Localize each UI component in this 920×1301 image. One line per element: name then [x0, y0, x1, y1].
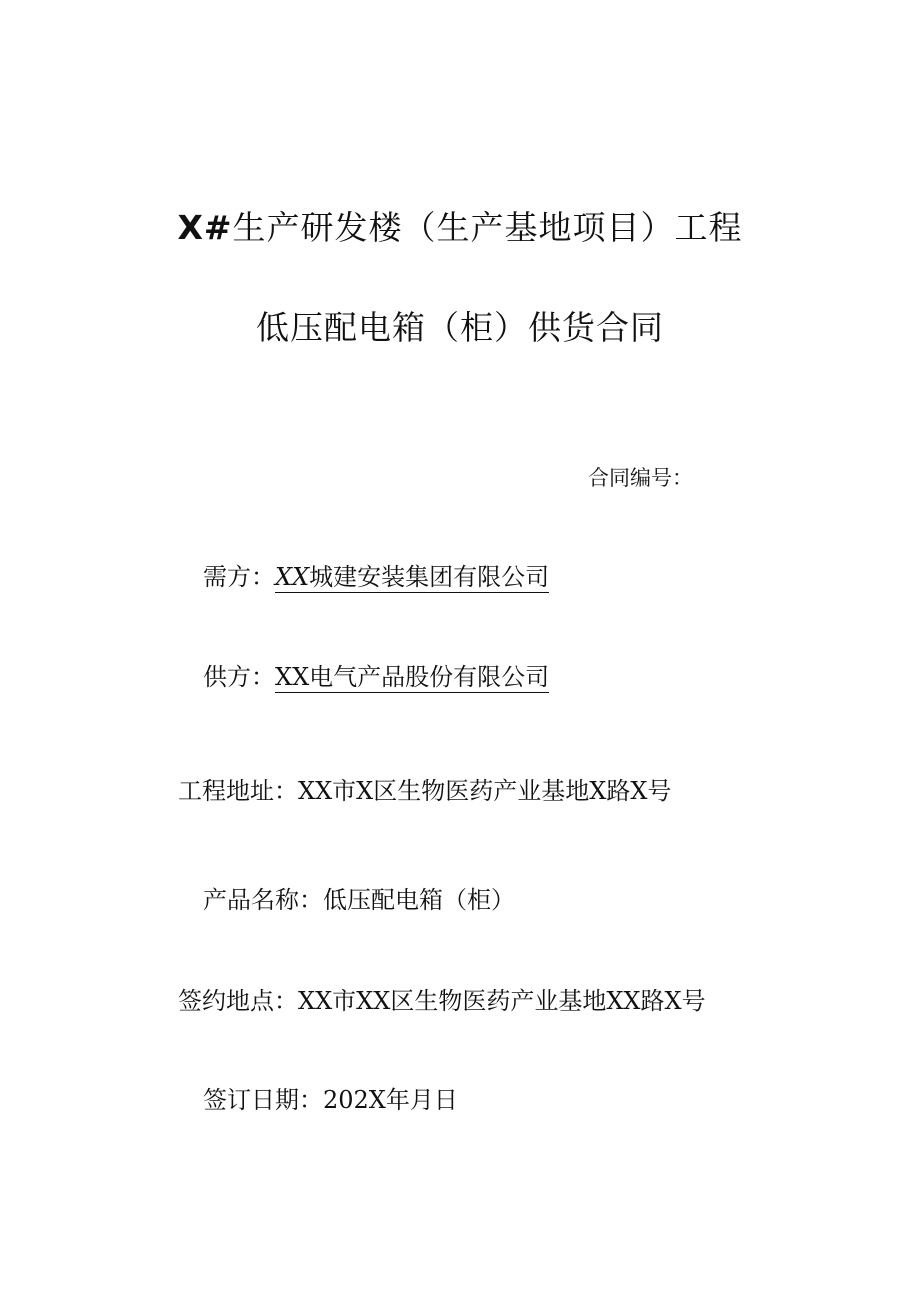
- buyer-name: [275, 563, 549, 593]
- signing-date-line: [203, 1085, 458, 1115]
- project-address-value: XX市X区生物医药产业基地X路X号: [298, 777, 672, 805]
- product-name-label: 产品名称：: [203, 886, 323, 914]
- supplier-name: XX电气产品股份有限公司: [275, 663, 550, 691]
- project-address-label: 工程地址：: [178, 777, 298, 805]
- signing-date-label: 签订日期：: [203, 1086, 323, 1114]
- signing-place-line: [178, 986, 706, 1016]
- project-address-line: [178, 776, 671, 806]
- signing-place-value: XX市XX区生物医药产业基地XX路X号: [298, 987, 706, 1015]
- product-name-value: 低压配电箱（柜）: [323, 886, 515, 914]
- buyer-line: [203, 562, 549, 592]
- signing-place-label: 签约地点：: [178, 987, 298, 1015]
- buyer-name-rest: 城建安装集团有限公司: [309, 563, 550, 591]
- buyer-label: 需方：: [203, 563, 275, 591]
- title-project-name: 生产研发楼（生产基地项目）工程: [232, 208, 743, 247]
- supplier-label: 供方：: [203, 663, 275, 691]
- buyer-name-prefix: XX: [275, 563, 310, 591]
- document-title-line-2: 低压配电箱（柜）供货合同: [256, 308, 664, 347]
- product-name-line: [203, 885, 515, 915]
- supplier-line: [203, 662, 549, 692]
- document-title-line-1: [0, 208, 920, 248]
- contract-number-label: 合同编号：: [588, 466, 693, 490]
- signing-date-value: 202X年月日: [323, 1086, 458, 1114]
- title-building-code: X#: [177, 208, 233, 247]
